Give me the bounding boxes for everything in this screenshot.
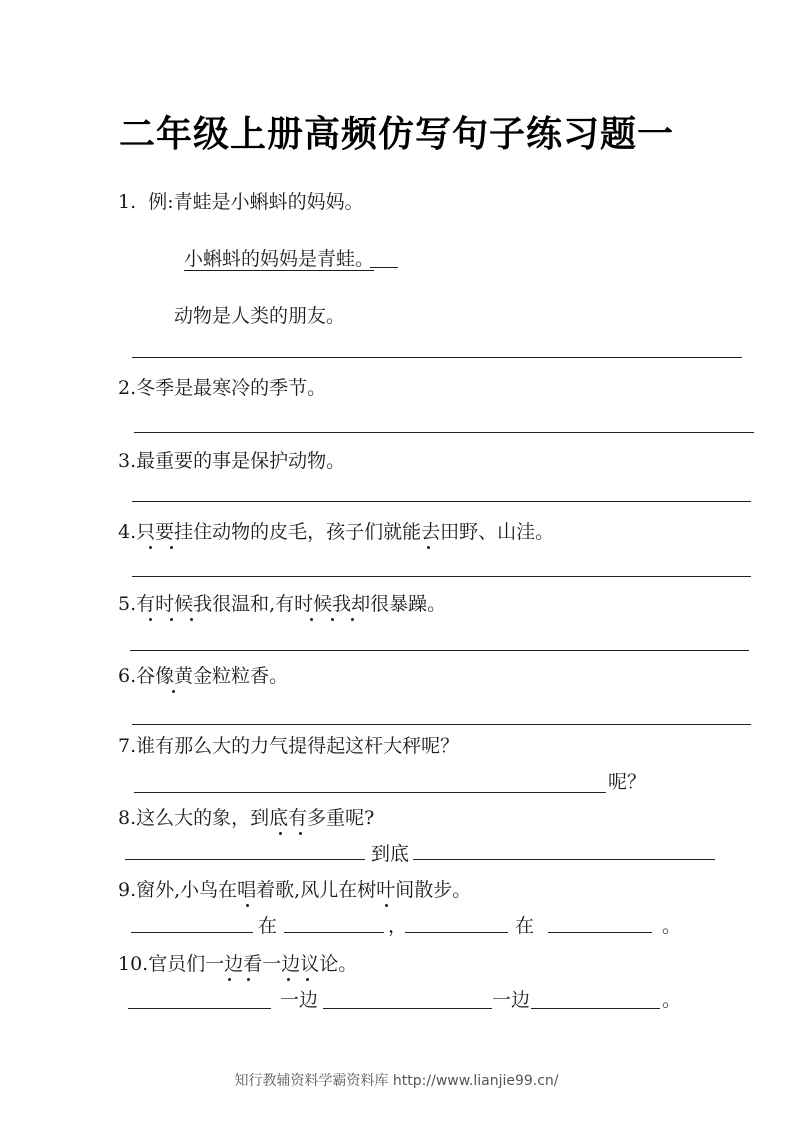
answer-line-10b[interactable] (323, 1008, 492, 1009)
question-9-text: 9.窗外,小鸟在唱着歌,风儿在树叶间散步。 (118, 879, 472, 901)
question-6-text: 6.谷像黄金粒粒香。 (118, 665, 289, 687)
emphasis-dot (351, 618, 354, 621)
answer-line-10c[interactable] (531, 1008, 660, 1009)
question-8-mid: 到底 (371, 843, 410, 865)
emphasis-dot (149, 546, 152, 549)
answer-line-8a[interactable] (125, 859, 365, 860)
question-8-text: 8.这么大的象，到底有多重呢? (118, 807, 375, 829)
question-4-text: 4.只要挂住动物的皮毛，孩子们就能去田野、山洼。 (118, 521, 555, 543)
answer-line-10a[interactable] (128, 1008, 271, 1009)
answer-line-7[interactable] (134, 792, 606, 793)
question-2-text: 2.冬季是最寒冷的季节。 (118, 377, 327, 399)
question-10-text: 10.官员们一边看一边议论。 (118, 953, 358, 975)
answer-line-9c[interactable] (405, 932, 508, 933)
question-5-text: 5.有时候我很温和,有时候我却很暴躁。 (118, 593, 447, 615)
answer-line-1[interactable] (132, 357, 742, 358)
question-1 (118, 190, 364, 214)
question-10-word-2: 一边 (492, 989, 531, 1011)
emphasis-dot (170, 546, 173, 549)
emphasis-dot (279, 832, 282, 835)
question-7-suffix: 呢？ (608, 771, 647, 793)
emphasis-dot (427, 546, 430, 549)
question-1-number: 1. (118, 191, 137, 213)
question-1-example-answer: 小蝌蚪的妈妈是青蛙。 (184, 248, 375, 270)
emphasis-dot (190, 618, 193, 621)
question-10-word-3: 。 (662, 989, 682, 1011)
answer-line-8b[interactable] (413, 859, 715, 860)
emphasis-dot (287, 978, 290, 981)
page-title: 二年级上册高频仿写句子练习题一 (118, 114, 674, 155)
answer-line-4[interactable] (132, 576, 751, 577)
answer-line-9b[interactable] (284, 932, 384, 933)
answer-line-3[interactable] (132, 501, 751, 502)
footer-watermark: 知行教辅资料学霸资料库 http://www.lianjie99.cn/ (234, 1073, 559, 1089)
question-9-word-3: 在 (515, 915, 535, 937)
answer-line-5[interactable] (130, 650, 749, 651)
emphasis-dot (246, 904, 249, 907)
answer-line-6[interactable] (132, 724, 751, 725)
emphasis-dot (385, 904, 388, 907)
question-1-text: 例:青蛙是小蝌蚪的妈妈。 (148, 191, 364, 213)
answer-line-9a[interactable] (131, 932, 253, 933)
question-3-text: 3.最重要的事是保护动物。 (118, 450, 346, 472)
emphasis-dot (310, 618, 313, 621)
emphasis-dot (247, 978, 250, 981)
question-1-sub-prompt: 动物是人类的朋友。 (174, 305, 346, 327)
emphasis-dot (172, 690, 175, 693)
question-9-word-2: ， (388, 915, 408, 937)
question-9-word-4: 。 (662, 915, 682, 937)
question-10-word-1: 一边 (280, 989, 319, 1011)
answer-line-2[interactable] (134, 432, 754, 433)
emphasis-dot (306, 978, 309, 981)
example-underline-tail (370, 267, 398, 268)
answer-line-9d[interactable] (548, 932, 652, 933)
emphasis-dot (331, 618, 334, 621)
emphasis-dot (228, 978, 231, 981)
emphasis-dot (149, 618, 152, 621)
question-9-word-1: 在 (258, 915, 278, 937)
emphasis-dot (299, 832, 302, 835)
emphasis-dot (170, 618, 173, 621)
question-7-text: 7.谁有那么大的力气提得起这杆大秤呢？ (118, 735, 460, 757)
